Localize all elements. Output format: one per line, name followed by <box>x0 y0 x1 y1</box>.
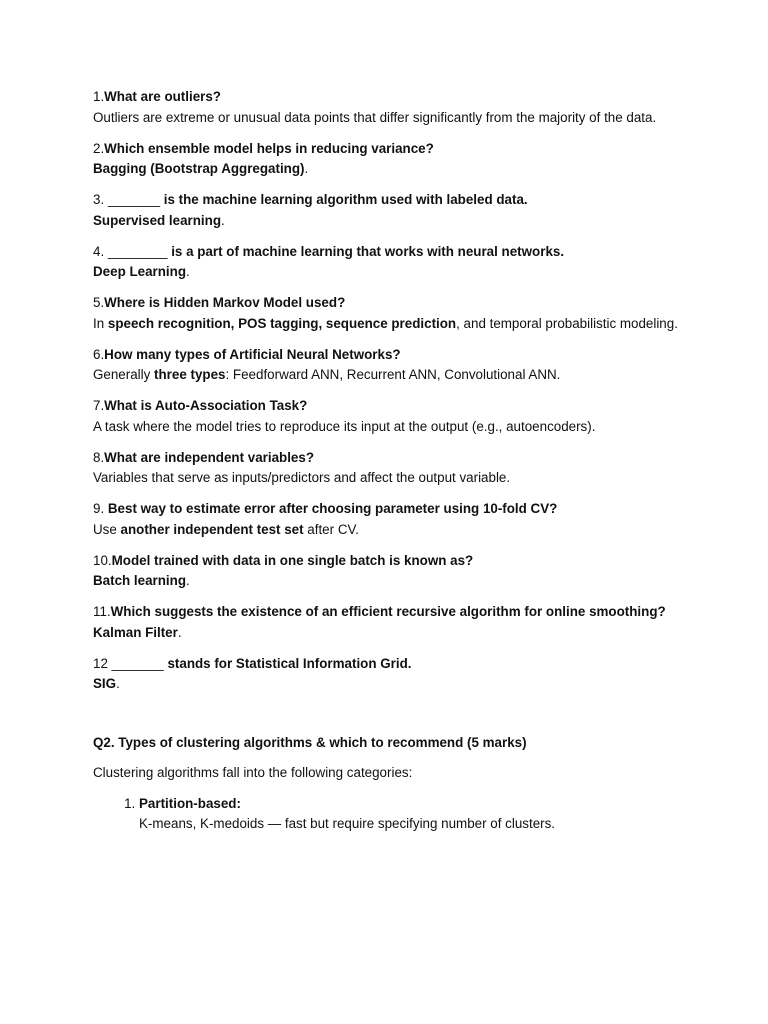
answer-text: A task where the model tries to reproduce its input at the output (e.g., autoencoders). <box>93 418 596 434</box>
answer-text: Generally <box>93 367 155 382</box>
question-number: 10. <box>93 552 112 568</box>
qa-item <box>93 345 693 386</box>
question-text: Model trained with data in one single batch is known as? <box>111 552 474 568</box>
question-number: 8. <box>93 449 105 465</box>
question-number: 7. <box>93 398 105 413</box>
qa-item <box>93 139 693 180</box>
question-text: stands for Statistical Information Grid. <box>167 655 412 671</box>
question <box>93 242 693 263</box>
answer-emphasis: Deep Learning <box>93 264 187 279</box>
answer-text: . <box>186 573 190 588</box>
answer <box>93 159 693 180</box>
answer <box>93 365 693 386</box>
category-name: 1. Partition-based: <box>139 795 241 811</box>
answer-text: . <box>186 264 190 279</box>
question-number: 11. <box>93 604 111 619</box>
answer-text: . <box>221 212 225 228</box>
q2-title: Q2. Types of clustering algorithms & which to recommend (5 marks) <box>93 734 527 750</box>
answer-emphasis: Kalman Filter <box>93 624 178 640</box>
answer-emphasis: Supervised learning <box>93 212 221 228</box>
question-text: What is Auto-Association Task? <box>104 398 308 413</box>
question <box>93 396 693 417</box>
clustering-category-list <box>93 794 693 835</box>
question <box>93 602 693 623</box>
question <box>93 499 693 520</box>
qa-item <box>93 242 693 283</box>
question-text: What are outliers? <box>104 89 221 104</box>
question-number: 4. ________ <box>93 243 172 259</box>
answer-emphasis: another independent test set <box>120 521 304 537</box>
question-text: Which ensemble model helps in reducing variance? <box>104 140 434 156</box>
question <box>93 139 693 160</box>
question-text: Where is Hidden Markov Model used? <box>104 295 346 310</box>
answer <box>93 468 693 489</box>
question-text: How many types of Artificial Neural Networks? <box>104 346 401 362</box>
answer-text: . <box>177 624 182 640</box>
answer-text: Outliers are extreme or unusual data points that differ significantly from the majority of the data. <box>93 109 657 125</box>
question-number: 9. <box>93 501 108 516</box>
answer-text: after CV. <box>303 521 359 537</box>
question-number: 12 _______ <box>93 655 168 671</box>
answer <box>93 571 693 592</box>
answer-text: Use <box>93 521 121 537</box>
q2-intro: Clustering algorithms fall into the following categories: <box>93 765 413 780</box>
question-text: What are independent variables? <box>104 449 315 465</box>
question <box>93 448 693 469</box>
answer-text: , and temporal probabilistic modeling. <box>456 315 678 331</box>
answer-text: . <box>304 161 309 176</box>
question-text: is the machine learning algorithm used with labeled data. <box>163 192 528 207</box>
answer-emphasis: Batch learning <box>93 573 187 588</box>
qa-item <box>93 654 693 695</box>
question-number: 5. <box>93 295 105 310</box>
answer-text: Variables that serve as inputs/predictors and affect the output variable. <box>93 470 511 485</box>
answer-text: In <box>93 315 108 331</box>
question <box>93 654 693 675</box>
answer <box>93 417 693 438</box>
qa-item <box>93 551 693 592</box>
qa-item <box>93 87 693 128</box>
question-number: 2. <box>93 140 105 156</box>
qa-item <box>93 396 693 437</box>
question-number: 6. <box>93 346 105 362</box>
qa-item <box>93 190 693 231</box>
answer <box>93 314 693 335</box>
answer-emphasis: three types <box>154 367 226 382</box>
answer <box>93 211 693 232</box>
qa-item <box>93 602 693 643</box>
answer-emphasis: SIG <box>93 676 117 691</box>
question-number: 1. <box>93 89 105 104</box>
document-page <box>93 87 693 835</box>
question-text: is a part of machine learning that works with neural networks. <box>171 243 565 259</box>
question-text: Best way to estimate error after choosing parameter using 10-fold CV? <box>107 501 558 516</box>
clustering-category <box>139 794 693 835</box>
answer-emphasis: speech recognition, POS tagging, sequence prediction <box>107 315 457 331</box>
answer-text: . <box>116 676 120 691</box>
answer-emphasis: Bagging (Bootstrap Aggregating) <box>93 161 305 176</box>
answer <box>93 623 693 644</box>
qa-item <box>93 448 693 489</box>
question-number: 3. _______ <box>93 192 164 207</box>
qa-item <box>93 499 693 540</box>
question <box>93 293 693 314</box>
question <box>93 190 693 211</box>
question <box>93 87 693 108</box>
answer <box>93 262 693 283</box>
category-description: K-means, K-medoids — fast but require specifying number of clusters. <box>139 816 556 831</box>
answer <box>93 520 693 541</box>
qa-list <box>93 87 693 695</box>
answer <box>93 674 693 695</box>
question <box>93 551 693 572</box>
question-text: Which suggests the existence of an efficient recursive algorithm for online smoothing? <box>110 604 666 619</box>
question <box>93 345 693 366</box>
answer-text: : Feedforward ANN, Recurrent ANN, Convolutional ANN. <box>225 367 561 382</box>
qa-item <box>93 293 693 334</box>
answer <box>93 108 693 129</box>
